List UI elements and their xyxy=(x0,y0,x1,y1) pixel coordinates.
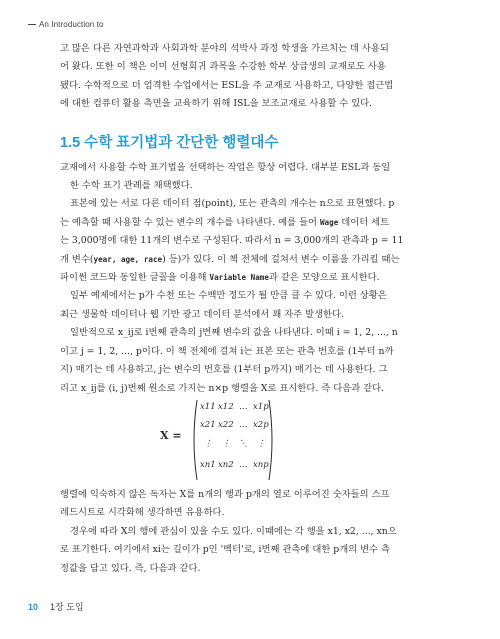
text-line: 정값을 담고 있다. 즉, 다음과 같다. xyxy=(60,562,201,574)
chapter-label: 1장 도입 xyxy=(50,602,84,612)
text-line: 에 대한 컴퓨터 활용 측면을 교육하기 위해 ISL을 보조교재로 사용할 수 있다. xyxy=(60,98,373,110)
paragraph-7 xyxy=(60,523,468,578)
matrix-cell: ⋮ xyxy=(257,438,266,449)
text-line: 표본에 있는 서로 다른 데이터 점(point), 또는 관측의 개수는 n으로 표현했다. p xyxy=(70,198,395,210)
paragraph-5 xyxy=(60,324,468,398)
paragraph-2 xyxy=(60,159,468,196)
text-line: 는 3,000명에 대한 11개의 변수로 구성된다. 따라서 n = 3,000개의 관측과 p = 11 xyxy=(60,235,404,247)
page-number: 10 xyxy=(28,602,39,612)
code-vars: year, age, race xyxy=(93,254,163,264)
dash-icon xyxy=(28,24,36,25)
code-variable-name: Variable Name xyxy=(209,273,269,283)
text-line: 지) 매기는 데 사용하고, j는 변수의 번호를 (1부터 p까지) 매기는 데 사용한다. 그 xyxy=(60,364,388,376)
matrix-cell: xn1 xyxy=(200,459,216,470)
code-wage: Wage xyxy=(319,217,339,227)
matrix-cell: ⋮ xyxy=(222,438,231,449)
matrix-cell: x1p xyxy=(253,401,269,412)
text-line: 이고 j = 1, 2, ..., p이다. 이 책 전체에 걸쳐 i는 표본 또는 관측 번호를 (1부터 n까 xyxy=(60,345,394,357)
page-body xyxy=(60,40,468,578)
text-line: 고 많은 다른 자연과학과 사회과학 분야의 석박사 과정 학생을 가르치는 데 사용되 xyxy=(60,43,389,54)
text-fragment: ) 등)가 있다. 이 책 전체에 걸쳐서 변수 이름을 가리킬 때는 xyxy=(162,253,400,265)
matrix-cell: … xyxy=(239,401,248,412)
text-line: 어 왔다. 또한 이 책은 이미 선형회귀 과목을 수강한 학부 상급생의 교재로도 사용 xyxy=(60,61,386,73)
text-line: 최근 생물학 데이터나 웹 기반 광고 데이터 분석에서 꽤 자주 발생한다. xyxy=(60,308,344,320)
text-line: 경우에 따라 X의 행에 관심이 있을 수도 있다. 이때에는 각 행을 x1, x2, ..., xn으 xyxy=(70,525,397,537)
text-line: 로 표기한다. 여기에서 xi는 길이가 p인 '벡터'로, i번째 관측에 대한 p개의 변수 측 xyxy=(60,544,391,556)
matrix-cell: x21 xyxy=(200,419,216,430)
running-head-text: An Introduction to xyxy=(39,20,104,29)
matrix-x xyxy=(190,398,276,482)
matrix-equation xyxy=(60,398,468,486)
matrix-cell: … xyxy=(239,459,248,470)
text-line: 일반적으로 x_ij로 i번째 관측의 j번째 변수의 값을 나타낸다. 이때 i = 1, 2, ..., n xyxy=(70,327,398,339)
text-line: 일부 예제에서는 p가 수천 또는 수백만 정도가 될 만큼 클 수 있다. 이런 상황은 xyxy=(70,290,387,302)
matrix-cell: … xyxy=(239,419,248,430)
text-line xyxy=(60,269,468,287)
matrix-cell: ⋱ xyxy=(239,438,248,449)
text-line: 됐다. 수학적으로 더 엄격한 수업에서는 ESL을 주 교재로 사용하고, 다양한 접근법 xyxy=(60,79,394,91)
text-line: 교재에서 사용할 수학 표기법을 선택하는 작업은 항상 어렵다. 대부분 ESL과 동일 xyxy=(60,161,391,173)
paragraph-4 xyxy=(60,287,468,324)
matrix-cell: x12 xyxy=(218,401,234,412)
text-line xyxy=(60,214,468,232)
matrix-cell: x22 xyxy=(218,419,234,430)
text-fragment: 과 같은 모양으로 표시한다. xyxy=(268,272,380,284)
text-line: 한 수학 표기 관례를 채택했다. xyxy=(70,180,193,192)
paragraph-6 xyxy=(60,486,468,523)
text-fragment: 개 변수( xyxy=(60,253,94,265)
text-line: 레드시트로 시각화해 생각하면 유용하다. xyxy=(60,507,225,519)
matrix-cell: xnp xyxy=(253,459,269,470)
text-fragment: 파이썬 코드와 동일한 글꼴을 이용해 xyxy=(60,272,210,284)
matrix-cell: x2p xyxy=(253,419,269,430)
text-line xyxy=(60,251,468,269)
text-fragment: 는 예측할 때 사용할 수 있는 변수의 개수를 나타낸다. 예를 들어 xyxy=(60,216,320,228)
paragraph-3 xyxy=(60,195,468,287)
text-line: 행렬에 익숙하지 않은 독자는 X를 n개의 행과 p개의 열로 이루어진 숫자들의 스프 xyxy=(60,488,390,500)
text-line: 리고 x_ij를 (i, j)번째 원소로 가지는 n×p 행렬을 X로 표시한다. 즉 다음과 같다. xyxy=(60,382,385,394)
running-head xyxy=(28,20,104,29)
text-fragment: 데이터 세트 xyxy=(338,216,390,228)
page-footer xyxy=(28,600,84,613)
paragraph-1 xyxy=(60,40,468,114)
matrix-cell: ⋮ xyxy=(204,438,213,449)
matrix-label: X = xyxy=(160,428,182,442)
section-heading: 1.5 수학 표기법과 간단한 행렬대수 xyxy=(60,134,279,151)
matrix-cell: x11 xyxy=(200,401,216,412)
matrix-cell: xn2 xyxy=(218,459,234,470)
